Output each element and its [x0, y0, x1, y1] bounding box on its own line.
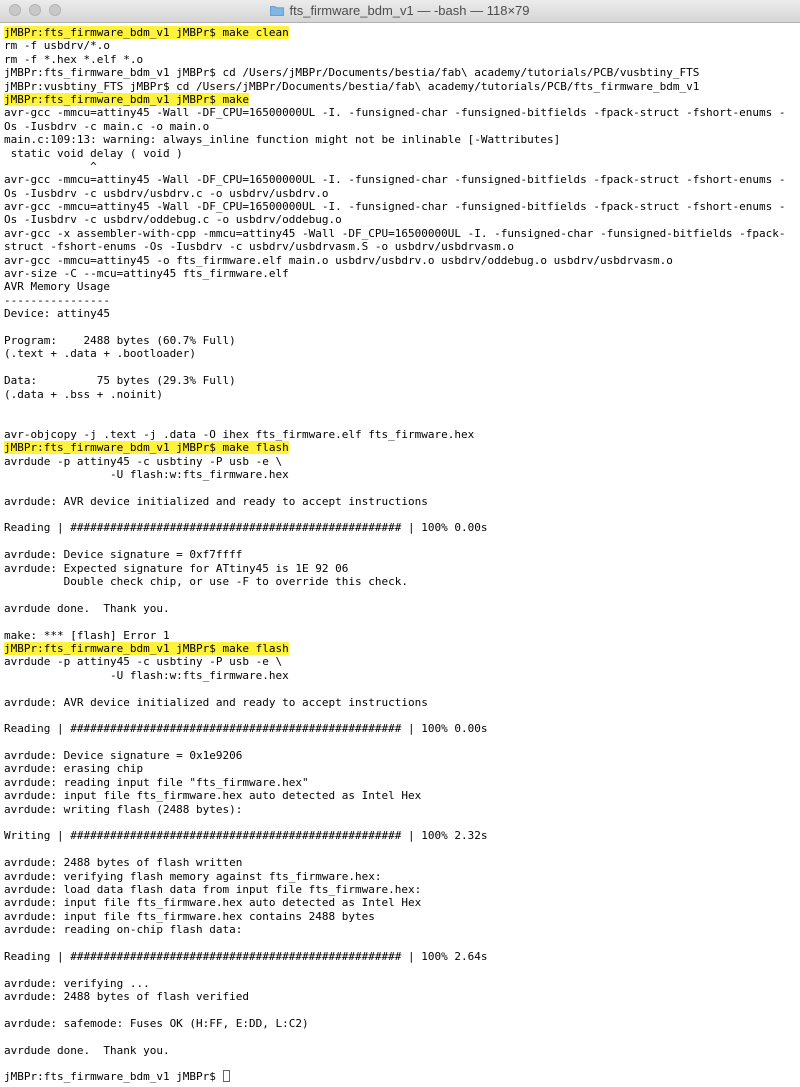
- terminal-line: [4, 937, 800, 950]
- terminal-line: [4, 187, 800, 200]
- line-text: -U flash:w:fts_firmware.hex: [4, 668, 289, 682]
- line-text: avrdude: AVR device initialized and ready to accept instructions: [4, 695, 428, 709]
- terminal-line: [4, 53, 800, 66]
- window-title: fts_firmware_bdm_v1 — -bash — 118×79: [289, 3, 530, 18]
- terminal-line: [4, 963, 800, 976]
- terminal-line: [4, 428, 800, 441]
- terminal-line: [4, 227, 800, 240]
- terminal-line: [4, 1070, 800, 1083]
- terminal-line: [4, 736, 800, 749]
- line-text: avr-gcc -mmcu=attiny45 -Wall -DF_CPU=16500000UL -I. -funsigned-char -funsigned-bitfields -fpack-struct -fshort-enums -: [4, 106, 786, 120]
- terminal-line: [4, 762, 800, 775]
- terminal-line: [4, 1017, 800, 1030]
- terminal-line: [4, 401, 800, 414]
- line-text: avrdude -p attiny45 -c usbtiny -P usb -e \: [4, 454, 283, 468]
- highlighted-command: jMBPr:fts_firmware_bdm_v1 jMBPr$ make flash: [4, 441, 289, 455]
- line-text: struct -fshort-enums -Os -Iusbdrv -c usbdrv/usbdrvasm.S -o usbdrv/usbdrvasm.o: [4, 240, 514, 254]
- terminal-line: [4, 1030, 800, 1043]
- terminal-line: [4, 682, 800, 695]
- line-text: avrdude: AVR device initialized and ready to accept instructions: [4, 494, 428, 508]
- terminal-line: [4, 1004, 800, 1017]
- line-text: avrdude: load data flash data from input file fts_firmware.hex:: [4, 883, 422, 896]
- terminal-line: [4, 93, 800, 106]
- line-text: avrdude: Device signature = 0xf7ffff: [4, 548, 243, 562]
- terminal-line: [4, 615, 800, 628]
- terminal-line: [4, 829, 800, 842]
- line-text: Reading | ################################################## | 100% 0.00s: [4, 521, 488, 535]
- window-title-container: [0, 3, 800, 18]
- terminal-line: [4, 240, 800, 253]
- line-text: avr-gcc -x assembler-with-cpp -mmcu=attiny45 -Wall -DF_CPU=16500000UL -I. -funsigned-char -funsigned-bitfields -fpack-: [4, 226, 786, 240]
- terminal-line: [4, 602, 800, 615]
- terminal-line: [4, 722, 800, 735]
- line-text: Writing | ################################################## | 100% 2.32s: [4, 829, 488, 843]
- terminal-line: [4, 1044, 800, 1057]
- terminal-line: [4, 495, 800, 508]
- line-text: avrdude: input file fts_firmware.hex auto detected as Intel Hex: [4, 896, 422, 910]
- line-text: avr-objcopy -j .text -j .data -O ihex fts_firmware.elf fts_firmware.hex: [4, 427, 475, 441]
- text-cursor: [223, 1070, 230, 1082]
- line-text: avr-size -C --mcu=attiny45 fts_firmware.elf: [4, 267, 289, 281]
- highlighted-command: jMBPr:fts_firmware_bdm_v1 jMBPr$ make flash: [4, 641, 289, 655]
- line-text: rm -f *.hex *.elf *.o: [4, 52, 144, 66]
- terminal-line: [4, 347, 800, 360]
- folder-icon: [270, 5, 284, 16]
- terminal-line: [4, 106, 800, 119]
- terminal-line: [4, 776, 800, 789]
- terminal-line: [4, 977, 800, 990]
- terminal-line: [4, 856, 800, 869]
- line-text: Device: attiny45: [4, 307, 110, 321]
- line-text: Os -Iusbdrv -c usbdrv/usbdrv.c -o usbdrv/usbdrv.o: [4, 186, 329, 200]
- line-text: jMBPr:fts_firmware_bdm_v1 jMBPr$: [4, 1070, 223, 1084]
- terminal-line: [4, 1057, 800, 1070]
- line-text: avrdude done. Thank you.: [4, 1043, 170, 1057]
- terminal-line: [4, 280, 800, 293]
- line-text: avrdude: verifying ...: [4, 976, 150, 990]
- terminal-line: [4, 803, 800, 816]
- line-text: Data: 75 bytes (29.3% Full): [4, 374, 236, 388]
- line-text: main.c:109:13: warning: always_inline function might not be inlinable [-Wattributes]: [4, 133, 561, 147]
- line-text: avrdude done. Thank you.: [4, 601, 170, 615]
- highlighted-command: jMBPr:fts_firmware_bdm_v1 jMBPr$ make clean: [4, 26, 289, 39]
- line-text: avrdude: 2488 bytes of flash verified: [4, 990, 250, 1004]
- terminal-line: [4, 629, 800, 642]
- terminal-line: [4, 160, 800, 173]
- terminal-line: [4, 508, 800, 521]
- terminal-line: [4, 455, 800, 468]
- title-bar[interactable]: [0, 0, 800, 23]
- terminal-line: [4, 147, 800, 160]
- line-text: avrdude: reading on-chip flash data:: [4, 923, 243, 937]
- line-text: avrdude: erasing chip: [4, 762, 144, 776]
- line-text: jMBPr:vusbtiny_FTS jMBPr$ cd /Users/jMBPr/Documents/bestia/fab\ academy/tutorials/PCB/fts_firmware_bdm_v1: [4, 79, 700, 93]
- terminal-line: [4, 39, 800, 52]
- terminal-line: [4, 133, 800, 146]
- terminal-line: [4, 562, 800, 575]
- terminal-line: [4, 990, 800, 1003]
- terminal-line: [4, 883, 800, 896]
- terminal-line: [4, 521, 800, 534]
- terminal-line: [4, 66, 800, 79]
- line-text: avr-gcc -mmcu=attiny45 -Wall -DF_CPU=16500000UL -I. -funsigned-char -funsigned-bitfields -fpack-struct -fshort-enums -: [4, 200, 786, 214]
- line-text: rm -f usbdrv/*.o: [4, 39, 110, 53]
- line-text: (.data + .bss + .noinit): [4, 387, 163, 401]
- terminal-line: [4, 642, 800, 655]
- terminal-line: [4, 80, 800, 93]
- terminal-line: [4, 361, 800, 374]
- terminal-line: [4, 843, 800, 856]
- line-text: avrdude: 2488 bytes of flash written: [4, 856, 243, 870]
- terminal-line: [4, 388, 800, 401]
- line-text: avrdude: safemode: Fuses OK (H:FF, E:DD, L:C2): [4, 1016, 309, 1030]
- line-text: Program: 2488 bytes (60.7% Full): [4, 333, 236, 347]
- line-text: (.text + .data + .bootloader): [4, 347, 197, 361]
- line-text: AVR Memory Usage: [4, 280, 110, 294]
- terminal-line: [4, 910, 800, 923]
- line-text: Os -Iusbdrv -c main.c -o main.o: [4, 119, 210, 133]
- highlighted-command: jMBPr:fts_firmware_bdm_v1 jMBPr$ make: [4, 92, 250, 106]
- terminal-line: [4, 575, 800, 588]
- line-text: Double check chip, or use -F to override this check.: [4, 575, 408, 589]
- line-text: -U flash:w:fts_firmware.hex: [4, 467, 289, 481]
- terminal-line: [4, 535, 800, 548]
- terminal-line: [4, 696, 800, 709]
- line-text: static void delay ( void ): [4, 146, 183, 160]
- terminal-line: [4, 254, 800, 267]
- terminal-line: [4, 321, 800, 334]
- line-text: avrdude: writing flash (2488 bytes):: [4, 802, 243, 816]
- terminal-line: [4, 923, 800, 936]
- terminal-line: [4, 334, 800, 347]
- terminal-line: [4, 816, 800, 829]
- terminal-line: [4, 870, 800, 883]
- line-text: avrdude: reading input file "fts_firmware.hex": [4, 775, 309, 789]
- terminal-line: [4, 173, 800, 186]
- terminal-line: [4, 441, 800, 454]
- terminal-line: [4, 267, 800, 280]
- line-text: avrdude -p attiny45 -c usbtiny -P usb -e \: [4, 655, 283, 669]
- terminal-line: [4, 200, 800, 213]
- terminal-line: [4, 709, 800, 722]
- terminal-line: [4, 294, 800, 307]
- terminal-line: [4, 669, 800, 682]
- line-text: avr-gcc -mmcu=attiny45 -o fts_firmware.elf main.o usbdrv/usbdrv.o usbdrv/oddebug.o usbdrv/usbdrvasm.o: [4, 253, 673, 267]
- terminal-line: [4, 468, 800, 481]
- line-text: avr-gcc -mmcu=attiny45 -Wall -DF_CPU=16500000UL -I. -funsigned-char -funsigned-bitfields -fpack-struct -fshort-enums -: [4, 173, 786, 187]
- terminal-line: [4, 655, 800, 668]
- line-text: Reading | ################################################## | 100% 0.00s: [4, 722, 488, 736]
- line-text: avrdude: input file fts_firmware.hex contains 2488 bytes: [4, 909, 375, 923]
- terminal-line: [4, 414, 800, 427]
- line-text: jMBPr:fts_firmware_bdm_v1 jMBPr$ cd /Users/jMBPr/Documents/bestia/fab\ academy/tutorials/PCB/vusbtiny_FTS: [4, 66, 700, 80]
- line-text: ^: [4, 159, 97, 173]
- terminal-line: [4, 548, 800, 561]
- line-text: Reading | ################################################## | 100% 2.64s: [4, 949, 488, 963]
- line-text: avrdude: input file fts_firmware.hex auto detected as Intel Hex: [4, 789, 422, 803]
- terminal-line: [4, 307, 800, 320]
- terminal-line: [4, 481, 800, 494]
- line-text: make: *** [flash] Error 1: [4, 628, 170, 642]
- line-text: avrdude: verifying flash memory against fts_firmware.hex:: [4, 869, 382, 883]
- terminal-line: [4, 26, 800, 39]
- terminal-line: [4, 213, 800, 226]
- terminal-line: [4, 950, 800, 963]
- terminal-line: [4, 896, 800, 909]
- terminal-line: [4, 789, 800, 802]
- line-text: Os -Iusbdrv -c usbdrv/oddebug.c -o usbdrv/oddebug.o: [4, 213, 342, 227]
- terminal-line: [4, 588, 800, 601]
- terminal-line: [4, 749, 800, 762]
- terminal-line: [4, 120, 800, 133]
- line-text: ----------------: [4, 293, 110, 307]
- line-text: avrdude: Expected signature for ATtiny45 is 1E 92 06: [4, 561, 349, 575]
- terminal-line: [4, 374, 800, 387]
- terminal-output[interactable]: [0, 23, 800, 1087]
- line-text: avrdude: Device signature = 0x1e9206: [4, 749, 243, 763]
